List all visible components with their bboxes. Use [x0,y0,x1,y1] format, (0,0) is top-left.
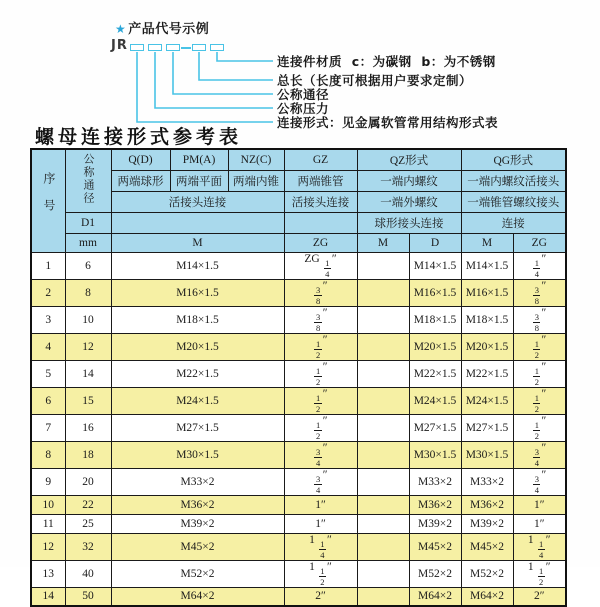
diagram-label-conn-form: 连接形式：见金属软管常用结构形式表 [277,115,499,130]
cell-qz-m [357,279,409,306]
header-desc-pm: 两端平面 [170,170,228,191]
code-box-4 [192,44,206,51]
header-unit-zg: ZG [284,233,357,252]
cell-gz-zg: $\frac{3}{4}$ ″ [284,441,357,468]
cell-dn: 12 [65,333,111,360]
cell-qz-d: M36×2 [409,495,461,514]
table-row [31,560,566,587]
cell-qg-m: M30×1.5 [461,441,513,468]
cell-dn: 25 [65,514,111,533]
cell-seq: 11 [31,514,65,533]
cell-qg-zg: $\frac{3}{8}$ ″ [513,279,566,306]
cell-qz-m [357,514,409,533]
header-col-qz: QZ形式 [357,149,461,170]
cell-qg-m: M64×2 [461,587,513,606]
table-row [31,533,566,560]
cell-dn: 40 [65,560,111,587]
cell-seq: 9 [31,468,65,495]
cell-dn: 18 [65,441,111,468]
table-row [31,306,566,333]
cell-seq: 4 [31,333,65,360]
cell-qg-m: M24×1.5 [461,387,513,414]
header-conn-union: 活接头连接 [111,191,284,212]
cell-qz-d: M22×1.5 [409,360,461,387]
table-row [31,333,566,360]
cell-qz-d: M39×2 [409,514,461,533]
header-col-gz: GZ [284,149,357,170]
table-row [31,468,566,495]
cell-gz-zg: $\frac{1}{2}$ ″ [284,360,357,387]
cell-qg-zg: $\frac{3}{4}$ ″ [513,441,566,468]
cell-gz-zg: 1″ [284,495,357,514]
cell-seq: 1 [31,252,65,279]
cell-qg-m: M45×2 [461,533,513,560]
cell-qg-zg: 1″ [513,495,566,514]
cell-m-thread: M18×1.5 [111,306,284,333]
diagram-label-material: 连接件材质 c：为碳钢 b：为不锈钢 [277,54,496,69]
cell-dn: 20 [65,468,111,495]
header-col-qg: QG形式 [461,149,566,170]
header-blank-gz [284,212,357,233]
cell-qg-m: M39×2 [461,514,513,533]
table-row [31,414,566,441]
cell-m-thread: M20×1.5 [111,333,284,360]
code-dash [181,47,191,49]
cell-qz-m [357,333,409,360]
table-body [31,252,566,606]
cell-m-thread: M33×2 [111,468,284,495]
table-row [31,441,566,468]
cell-qg-m: M18×1.5 [461,306,513,333]
cell-qg-m: M14×1.5 [461,252,513,279]
cell-qg-m: M33×2 [461,468,513,495]
code-box-2 [148,44,162,51]
cell-dn: 32 [65,533,111,560]
cell-qz-d: M64×2 [409,587,461,606]
cell-qg-zg: 1 $\frac{1}{4}$ ″ [513,533,566,560]
cell-seq: 12 [31,533,65,560]
header-unit-qg-zg: ZG [513,233,566,252]
header-unit-qz-m: M [357,233,409,252]
cell-m-thread: M64×2 [111,587,284,606]
cell-qg-m: M52×2 [461,560,513,587]
cell-qg-zg: $\frac{1}{2}$ ″ [513,333,566,360]
cell-qg-zg: $\frac{1}{2}$ ″ [513,387,566,414]
cell-gz-zg: 1″ [284,514,357,533]
cell-qz-d: M14×1.5 [409,252,461,279]
table-header [31,149,566,252]
cell-qz-d: M20×1.5 [409,333,461,360]
table-row [31,387,566,414]
cell-qz-m [357,387,409,414]
cell-qz-m [357,252,409,279]
table-title: 螺母连接形式参考表 [35,127,243,148]
cell-qz-d: M27×1.5 [409,414,461,441]
cell-dn: 6 [65,252,111,279]
header-desc-nz: 两端内锥 [228,170,284,191]
cell-qg-m: M20×1.5 [461,333,513,360]
cell-qz-m [357,533,409,560]
diagram-label-pressure: 公称压力 [277,101,330,116]
cell-qg-zg: 2″ [513,587,566,606]
table-row [31,514,566,533]
cell-m-thread: M14×1.5 [111,252,284,279]
code-box-1 [130,44,144,51]
cell-m-thread: M27×1.5 [111,414,284,441]
cell-dn: 10 [65,306,111,333]
header-desc-qg: 一端内螺纹活接头 [461,170,566,191]
header-col-nz: NZ(C) [228,149,284,170]
header-dn: 公称通径 [65,149,111,212]
cell-gz-zg: $\frac{1}{2}$ ″ [284,414,357,441]
cell-qz-m [357,360,409,387]
cell-seq: 13 [31,560,65,587]
cell-dn: 15 [65,387,111,414]
header-seq: 序号 [31,149,65,252]
cell-seq: 8 [31,441,65,468]
header-conn-qg2: 连接 [461,212,566,233]
table-row [31,279,566,306]
header-conn-qg: 一端锥管螺纹接头 [461,191,566,212]
header-conn-qz2: 球形接头连接 [357,212,461,233]
table-row [31,252,566,279]
header-conn-qz: 一端外螺纹 [357,191,461,212]
header-col-q: Q(D) [111,149,170,170]
cell-gz-zg: $\frac{1}{2}$ ″ [284,387,357,414]
cell-qz-m [357,306,409,333]
header-unit-qg-m: M [461,233,513,252]
cell-dn: 8 [65,279,111,306]
star-icon: ★ [115,22,127,36]
cell-qz-d: M24×1.5 [409,387,461,414]
cell-qg-m: M36×2 [461,495,513,514]
cell-qg-zg: $\frac{1}{2}$ ″ [513,360,566,387]
cell-seq: 6 [31,387,65,414]
header-unit-qz-d: D [409,233,461,252]
cell-m-thread: M36×2 [111,495,284,514]
cell-gz-zg: 1 $\frac{1}{4}$ ″ [284,533,357,560]
cell-qg-zg: 1″ [513,514,566,533]
cell-qg-zg: $\frac{1}{2}$ ″ [513,414,566,441]
cell-gz-zg: $\frac{3}{8}$ ″ [284,279,357,306]
header-conn-gz: 活接头连接 [284,191,357,212]
cell-dn: 14 [65,360,111,387]
cell-m-thread: M24×1.5 [111,387,284,414]
cell-gz-zg: $\frac{3}{8}$ ″ [284,306,357,333]
cell-m-thread: M39×2 [111,514,284,533]
code-box-3 [166,44,180,51]
cell-qz-m [357,468,409,495]
cell-seq: 2 [31,279,65,306]
cell-gz-zg: ZG $\frac{1}{4}$ ″ [284,252,357,279]
cell-m-thread: M45×2 [111,533,284,560]
header-unit-mm: mm [65,233,111,252]
cell-seq: 14 [31,587,65,606]
cell-qg-zg: $\frac{3}{4}$ ″ [513,468,566,495]
cell-gz-zg: $\frac{1}{2}$ ″ [284,333,357,360]
cell-qg-m: M22×1.5 [461,360,513,387]
reference-table [30,148,567,607]
header-desc-qz: 一端内螺纹 [357,170,461,191]
cell-seq: 10 [31,495,65,514]
cell-gz-zg: 1 $\frac{1}{2}$ ″ [284,560,357,587]
cell-seq: 7 [31,414,65,441]
cell-dn: 50 [65,587,111,606]
cell-seq: 5 [31,360,65,387]
product-code-prefix: JR [111,38,128,53]
cell-qz-m [357,587,409,606]
cell-qg-zg: 1 $\frac{1}{2}$ ″ [513,560,566,587]
cell-qg-m: M27×1.5 [461,414,513,441]
header-blank-left [111,212,284,233]
header-unit-m: M [111,233,284,252]
cell-qz-m [357,414,409,441]
header-desc-gz: 两端锥管 [284,170,357,191]
cell-qz-m [357,441,409,468]
cell-m-thread: M30×1.5 [111,441,284,468]
cell-m-thread: M16×1.5 [111,279,284,306]
cell-qz-d: M52×2 [409,560,461,587]
cell-dn: 22 [65,495,111,514]
cell-qz-d: M16×1.5 [409,279,461,306]
header-col-pm: PM(A) [170,149,228,170]
cell-m-thread: M52×2 [111,560,284,587]
cell-qz-d: M33×2 [409,468,461,495]
code-box-5 [210,44,224,51]
diagram-label-diameter: 公称通径 [277,87,330,102]
cell-qg-zg: $\frac{3}{8}$ ″ [513,306,566,333]
cell-qz-d: M30×1.5 [409,441,461,468]
table-row [31,495,566,514]
cell-qz-m [357,560,409,587]
cell-gz-zg: $\frac{3}{4}$ ″ [284,468,357,495]
header-d1: D1 [65,212,111,233]
table-row [31,587,566,606]
cell-qg-zg: $\frac{1}{4}$ ″ [513,252,566,279]
cell-qz-m [357,495,409,514]
diagram-title-text: 产品代号示例 [128,22,210,37]
cell-qg-m: M16×1.5 [461,279,513,306]
diagram-title [115,18,209,37]
header-desc-q: 两端球形 [111,170,170,191]
diagram-label-total-length: 总长（长度可根据用户要求定制） [277,73,473,88]
cell-m-thread: M22×1.5 [111,360,284,387]
table-row [31,360,566,387]
cell-gz-zg: 2″ [284,587,357,606]
cell-seq: 3 [31,306,65,333]
cell-qz-d: M45×2 [409,533,461,560]
cell-dn: 16 [65,414,111,441]
cell-qz-d: M18×1.5 [409,306,461,333]
